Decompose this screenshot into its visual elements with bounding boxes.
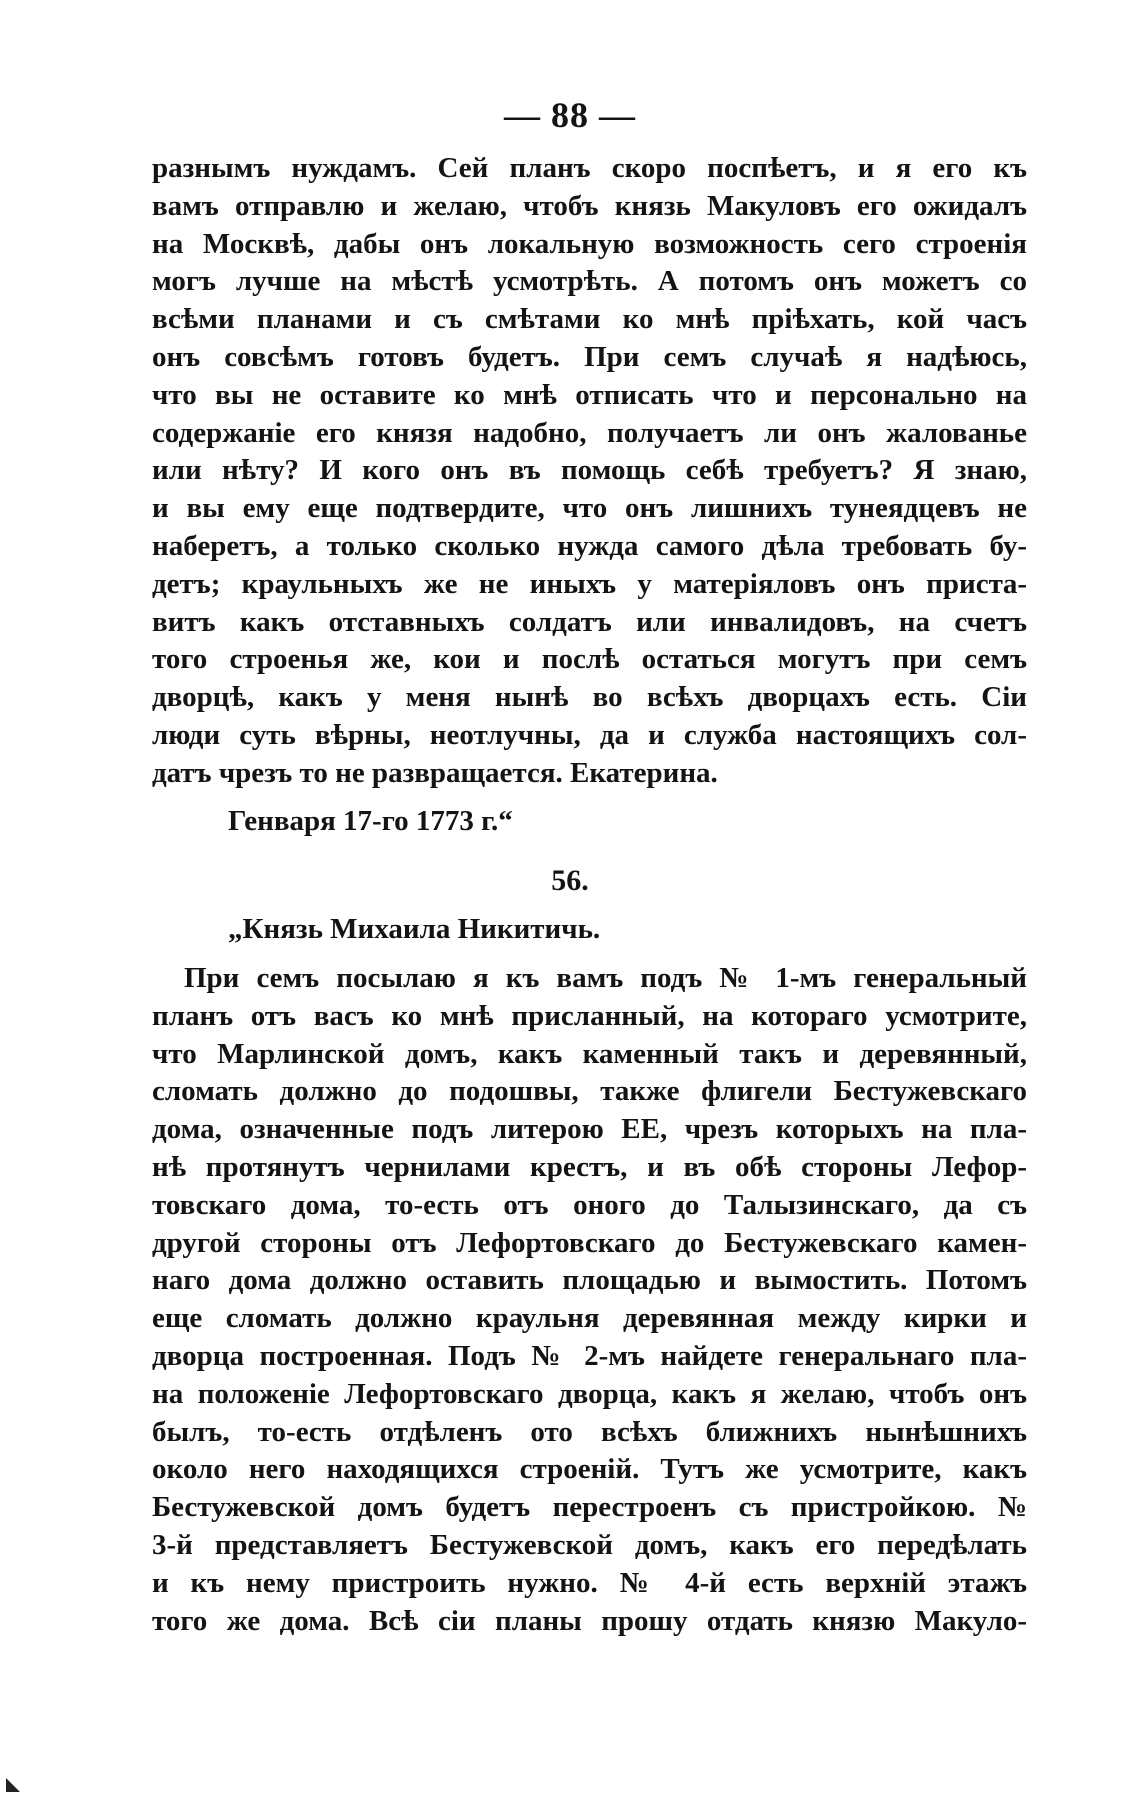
text-line: детъ; краульныхъ же не иныхъ у матеріяловъ онъ пристa- <box>152 567 1027 600</box>
text-line: люди суть вѣрны, неотлучны, да и служба настоящихъ сол- <box>152 718 1027 751</box>
text-line: датъ чрезъ то не развращается. Екатерина. <box>152 756 718 789</box>
text-line: того строенья же, кои и послѣ остаться могутъ при семъ <box>152 643 1027 676</box>
text-line: или нѣту? И кого онъ въ помощь себѣ требуетъ? Я знаю, <box>152 454 1027 487</box>
text-line: онъ совсѣмъ готовъ будетъ. При семъ случаѣ я надѣюсь, <box>152 340 1027 373</box>
text-line: товскаго дома, то-есть отъ оного до Талызинскаго, да съ <box>152 1188 1027 1221</box>
text-line: того же дома. Всѣ сіи планы прошу отдать князю Макуло- <box>152 1604 1027 1637</box>
document-number: 56. <box>551 864 589 897</box>
salutation: „Князь Михаила Никитичь. <box>228 913 601 945</box>
text-line: содержаніе его князя надобно, получаетъ ли онъ жалованье <box>152 416 1027 449</box>
text-line: и вы ему еще подтвердите, что онъ лишнихъ тунеядцевъ не <box>152 492 1027 525</box>
text-line: на Москвѣ, дабы онъ локальную возможность сего строенія <box>152 227 1027 260</box>
text-line: могъ лучше на мѣстѣ усмотрѣть. А потомъ онъ можетъ со <box>152 265 1027 298</box>
text-line: Бестужевской домъ будетъ перестроенъ съ пристройкою. № <box>152 1491 1027 1524</box>
letter-continuation-text <box>152 150 1027 793</box>
text-line: разнымъ нуждамъ. Сей планъ скоро поспѣетъ, и я его къ <box>152 152 1027 184</box>
text-line: еще сломать должно краульня деревянная между кирки и <box>152 1302 1027 1335</box>
text-line: сломать должно до подошвы, также флигели Бестужевскаго <box>152 1075 1027 1108</box>
text-line: дворцѣ, какъ у меня нынѣ во всѣхъ дворцахъ есть. Сіи <box>152 681 1027 714</box>
text-line: 3-й представляетъ Бестужевской домъ, какъ его передѣлать <box>152 1528 1027 1561</box>
text-line: всѣми планами и съ смѣтами ко мнѣ пріѣхать, кой часъ <box>152 303 1027 336</box>
text-line: планъ отъ васъ ко мнѣ присланный, на котораго усмотрите, <box>152 999 1027 1032</box>
text-line: около него находящихся строеній. Тутъ же усмотрите, какъ <box>152 1453 1027 1486</box>
text-line: При семъ посылаю я къ вамъ подъ № 1-мъ генеральный <box>184 962 1027 994</box>
letter-date: Генваря 17-го 1773 г.“ <box>228 805 513 837</box>
text-line: другой стороны отъ Лефортовскаго до Бестужевскаго камен- <box>152 1226 1027 1259</box>
text-line: что вы не оставите ко мнѣ отписать что и персонально на <box>152 378 1027 411</box>
text-line: что Марлинской домъ, какъ каменный такъ и деревянный, <box>152 1037 1027 1070</box>
text-line: и къ нему пристроить нужно. № 4-й есть верхній этажъ <box>152 1566 1027 1599</box>
letter-56-text <box>152 960 1027 1640</box>
text-line: наберетъ, а только сколько нужда самого дѣла требовать бу- <box>152 529 1027 562</box>
corner-mark <box>6 1778 20 1792</box>
page-number: — 88 — <box>504 95 636 135</box>
text-line: наго дома должно оставить площадью и вымостить. Потомъ <box>152 1264 1027 1297</box>
text-line: витъ какъ отставныхъ солдатъ или инвалидовъ, на счетъ <box>152 605 1027 638</box>
text-line: дома, означенные подъ литерою ЕЕ, чрезъ которыхъ на пла- <box>152 1113 1027 1146</box>
text-line: нѣ протянутъ чернилами крестъ, и въ обѣ стороны Лефор- <box>152 1150 1027 1183</box>
text-line: на положеніе Лефортовскаго дворца, какъ я желаю, чтобъ онъ <box>152 1377 1027 1410</box>
text-line: вамъ отправлю и желаю, чтобъ князь Макуловъ его ожидалъ <box>152 189 1027 222</box>
text-line: былъ, то-есть отдѣленъ ото всѣхъ ближнихъ нынѣшнихъ <box>152 1415 1027 1448</box>
text-line: дворца построенная. Подъ № 2-мъ найдете генеральнаго пла- <box>152 1339 1027 1372</box>
